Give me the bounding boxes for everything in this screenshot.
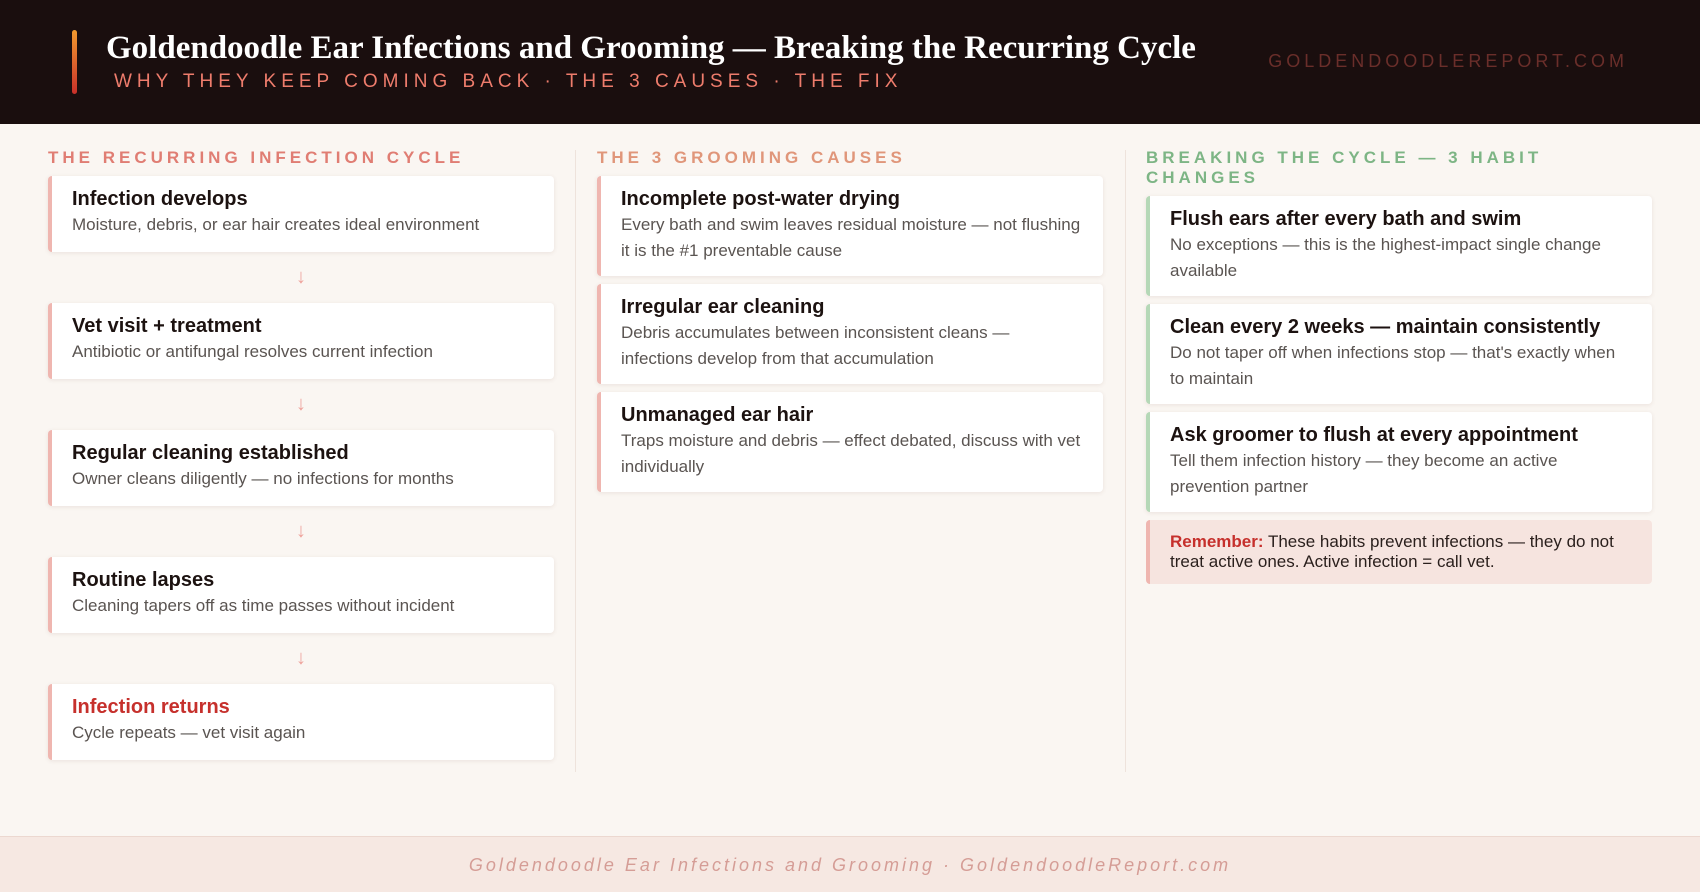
cycle-step-card (48, 303, 554, 379)
cycle-step-card (48, 176, 554, 252)
cause-title: Irregular ear cleaning (621, 296, 825, 318)
header-accent-bar (72, 30, 77, 94)
reminder-label: Remember: (1170, 532, 1264, 551)
infection-cycle-column (48, 148, 554, 760)
habit-title: Flush ears after every bath and swim (1170, 208, 1522, 230)
cycle-step-desc: Cycle repeats — vet visit again (72, 723, 306, 742)
cause-desc: Every bath and swim leaves residual moisture — not flushing it is the #1 preventable cause (621, 215, 1081, 260)
down-arrow-icon: ↓ (296, 266, 306, 288)
site-name: GOLDENDOODLEREPORT.COM (1268, 51, 1628, 71)
cycle-step-desc: Moisture, debris, or ear hair creates ideal environment (72, 215, 480, 234)
down-arrow-icon: ↓ (296, 393, 306, 415)
cycle-heading: THE RECURRING INFECTION CYCLE (48, 148, 465, 167)
page-footer: Goldendoodle Ear Infections and Grooming · GoldendoodleReport.com (0, 836, 1700, 892)
cycle-step-card (48, 557, 554, 633)
grooming-causes-column (597, 148, 1103, 500)
cycle-step-title: Vet visit + treatment (72, 315, 262, 337)
reminder-text: These habits prevent infections — they do not treat active ones. Active infection = call vet. (1170, 532, 1614, 571)
down-arrow-icon: ↓ (296, 647, 306, 669)
cause-title: Incomplete post-water drying (621, 188, 900, 210)
habit-card (1146, 412, 1652, 512)
cause-card (597, 284, 1103, 384)
cause-title: Unmanaged ear hair (621, 404, 814, 426)
habit-changes-column (1146, 148, 1652, 584)
habit-desc: Tell them infection history — they become an active prevention partner (1170, 451, 1558, 496)
page-header (0, 0, 1700, 124)
habit-desc: Do not taper off when infections stop — that's exactly when to maintain (1170, 343, 1616, 388)
cause-desc: Traps moisture and debris — effect debated, discuss with vet individually (621, 431, 1081, 476)
habits-heading: BREAKING THE CYCLE — 3 HABIT CHANGES (1146, 148, 1543, 187)
causes-heading: THE 3 GROOMING CAUSES (597, 148, 906, 167)
habit-card (1146, 196, 1652, 296)
reminder-note (1146, 520, 1652, 584)
cycle-step-desc: Antibiotic or antifungal resolves current infection (72, 342, 433, 361)
cycle-step-desc: Owner cleans diligently — no infections for months (72, 469, 454, 488)
page-title: Goldendoodle Ear Infections and Grooming — Breaking the Recurring Cycle (106, 30, 1196, 66)
cycle-step-card-final (48, 684, 554, 760)
habit-title: Clean every 2 weeks — maintain consistently (1170, 316, 1601, 338)
cycle-step-card (48, 430, 554, 506)
cause-card (597, 176, 1103, 276)
cycle-step-title: Regular cleaning established (72, 442, 349, 464)
page-subtitle: WHY THEY KEEP COMING BACK · THE 3 CAUSES · THE FIX (114, 71, 903, 92)
habit-desc: No exceptions — this is the highest-impact single change available (1170, 235, 1601, 280)
column-divider (575, 150, 576, 772)
cycle-step-title: Infection returns (72, 696, 230, 718)
column-divider (1125, 150, 1126, 772)
down-arrow-icon: ↓ (296, 520, 306, 542)
cycle-step-title: Infection develops (72, 188, 248, 210)
habit-card (1146, 304, 1652, 404)
cycle-step-title: Routine lapses (72, 569, 215, 591)
cause-card (597, 392, 1103, 492)
cycle-step-desc: Cleaning tapers off as time passes without incident (72, 596, 455, 615)
cause-desc: Debris accumulates between inconsistent cleans — infections develop from that accumulation (621, 323, 1010, 368)
habit-title: Ask groomer to flush at every appointment (1170, 424, 1578, 446)
